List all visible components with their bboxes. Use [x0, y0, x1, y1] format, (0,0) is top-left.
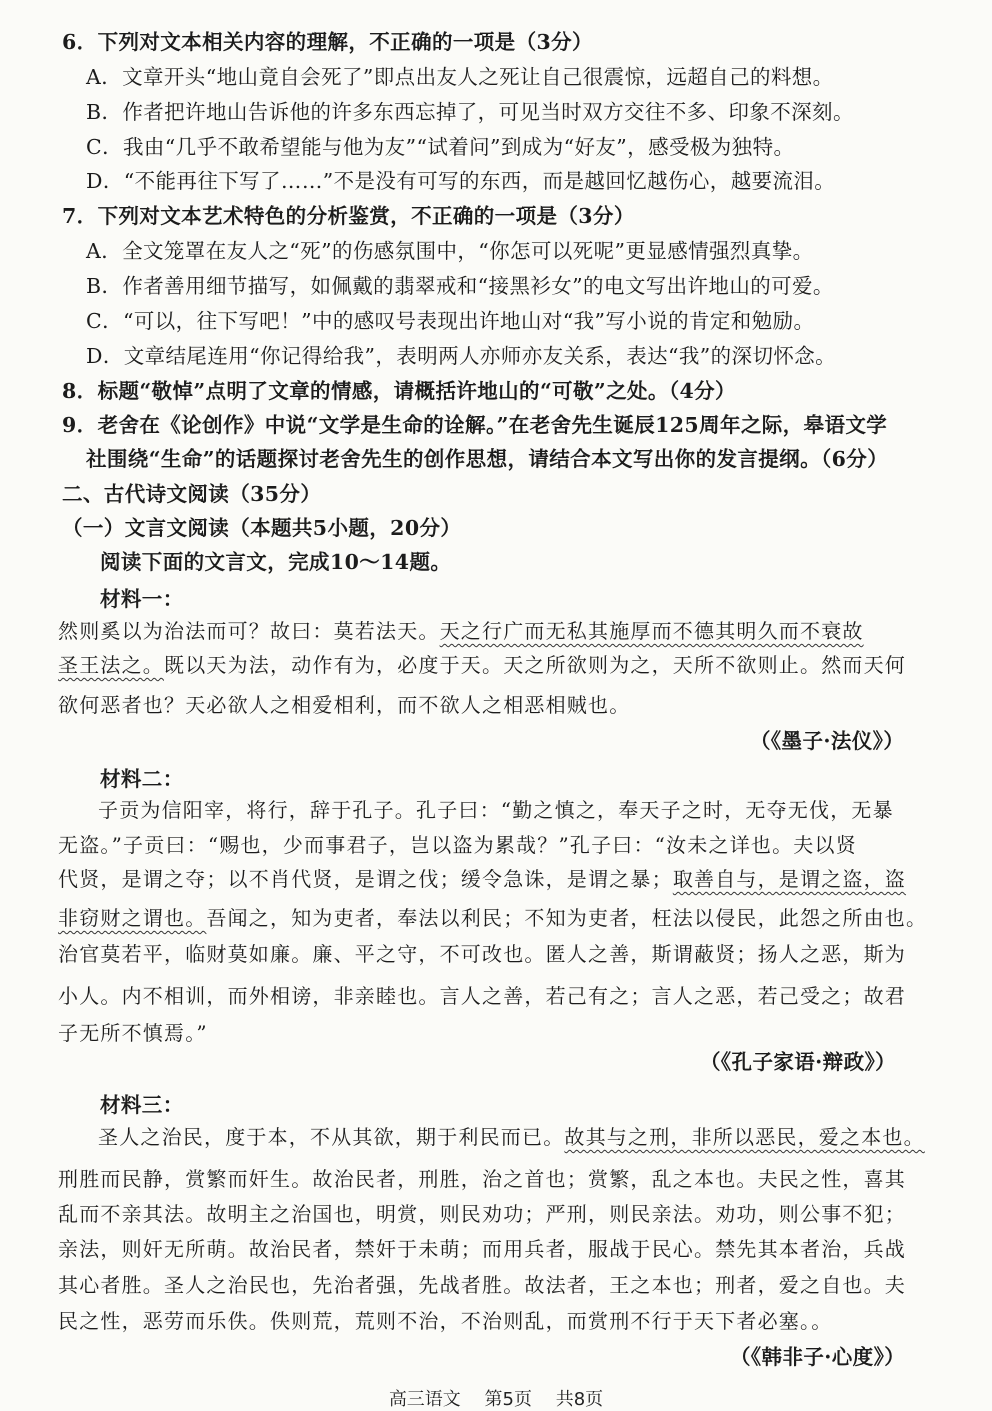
material-3-source: （《韩非子·心度》）	[730, 1345, 906, 1369]
material-1-line-3: 欲何恶者也？天必欲人之相爱相利，而不欲人之相恶相贼也。	[58, 693, 631, 717]
q6-option-a: A．文章开头“地山竟自会死了”即点出友人之死让自己很震惊，远超自己的料想。	[86, 65, 834, 89]
q8-stem: 8．标题“敬悼”点明了文章的情感，请概括许地山的“可敬”之处。（4分）	[62, 379, 736, 403]
q7-option-c: C．“可以，往下写吧！”中的感叹号表现出许地山对“我”写小说的肯定和勉励。	[86, 309, 815, 333]
q9-line-1: 9．老舍在《论创作》中说“文学是生命的诠解。”在老舍先生诞辰125周年之际，皋语文学	[62, 413, 888, 437]
q6-option-b: B．作者把许地山告诉他的许多东西忘掉了，可见当时双方交往不多、印象不深刻。	[86, 100, 854, 124]
material-3-line-2: 刑胜而民静，赏繁而奸生。故治民者，刑胜，治之首也；赏繁，乱之本也。夫民之性，喜其	[58, 1167, 906, 1191]
material-3-text: 圣人之治民，度于本，不从其欲，期于利民而已。	[98, 1125, 565, 1149]
q6-stem: 6．下列对文本相关内容的理解，不正确的一项是（3分）	[62, 30, 593, 54]
q7-option-a: A．全文笼罩在友人之“死”的伤感氛围中，“你怎可以死呢”更显感情强烈真挚。	[86, 239, 814, 263]
material-2-line-5: 治官莫若平，临财莫如廉。廉、平之守，不可改也。匿人之善，斯谓蔽贤；扬人之恶，斯为	[58, 942, 906, 966]
material-1-label: 材料一：	[100, 587, 184, 611]
underlined-sentence: 圣王法之。	[58, 653, 164, 677]
underlined-sentence: 非窃财之谓也。	[58, 906, 207, 930]
underlined-sentence: 天之行广而无私其施厚而不德其明久而不衰故	[439, 619, 864, 643]
material-3-line-6: 民之性，恶劳而乐佚。佚则荒，荒则不治，不治则乱，而赏刑不行于天下者必塞。。	[58, 1309, 833, 1333]
material-3-line-1	[98, 1124, 925, 1150]
material-3-line-4: 亲法，则奸无所萌。故治民者，禁奸于未萌；而用兵者，服战于民心。禁先其本者治，兵战	[58, 1237, 906, 1261]
page-footer: 高三语文 第5页 共8页	[388, 1389, 604, 1410]
material-2-line-2: 无盗。”子贡曰：“赐也，少而事君子，岂以盗为累哉？”孔子曰：“汝未之详也。夫以贤	[58, 833, 857, 857]
material-2-line-4	[58, 905, 927, 931]
q6-option-c: C．我由“几乎不敢希望能与他为友”“试着问”到成为“好友”，感受极为独特。	[86, 135, 795, 159]
material-2-label: 材料二：	[100, 767, 184, 791]
underlined-sentence: 取善自与，是谓之盗，盗	[672, 867, 907, 891]
material-2-source: （《孔子家语·辩政》）	[700, 1050, 897, 1074]
material-1-text: 然则奚以为治法而可？故曰：莫若法天。	[58, 619, 440, 643]
q7-option-d: D．文章结尾连用“你记得给我”，表明两人亦师亦友关系，表达“我”的深切怀念。	[86, 344, 837, 368]
material-2-line-1: 子贡为信阳宰，将行，辞于孔子。孔子曰：“勤之慎之，奉天子之时，无夺无伐，无暴	[98, 798, 894, 822]
material-1-source: （《墨子·法仪》）	[750, 729, 905, 753]
subsection-title: （一）文言文阅读（本题共5小题，20分）	[62, 516, 462, 540]
underlined-sentence: 故其与之刑，非所以恶民，爱之本也。	[564, 1125, 925, 1149]
q6-option-d: D．“不能再往下写了……”不是没有可写的东西，而是越回忆越伤心，越要流泪。	[86, 169, 836, 193]
q7-option-b: B．作者善用细节描写，如佩戴的翡翠戒和“接黑衫女”的电文写出许地山的可爱。	[86, 274, 834, 298]
material-1-line-2	[58, 652, 906, 678]
reading-instruction: 阅读下面的文言文，完成10～14题。	[100, 550, 452, 574]
q9-line-2: 社围绕“生命”的话题探讨老舍先生的创作思想，请结合本文写出你的发言提纲。（6分）	[86, 447, 889, 471]
q7-stem: 7．下列对文本艺术特色的分析鉴赏，不正确的一项是（3分）	[62, 204, 635, 228]
material-2-line-3	[58, 866, 906, 892]
material-2-text: 吾闻之，知为吏者，奉法以利民；不知为吏者，枉法以侵民，此怨之所由也。	[206, 906, 928, 930]
material-3-label: 材料三：	[100, 1093, 184, 1117]
material-1-line-1	[58, 618, 864, 644]
material-2-text: 代贤，是谓之夺；以不肖代贤，是谓之伐；缓令急诛，是谓之暴；	[58, 867, 673, 891]
material-1-text: 既以天为法，动作有为，必度于天。天之所欲则为之，天所不欲则止。然而天何	[164, 653, 906, 677]
section-title: 二、古代诗文阅读（35分）	[62, 482, 322, 506]
material-3-line-3: 乱而不亲其法。故明主之治国也，明赏，则民劝功；严刑，则民亲法。劝功，则公事不犯；	[58, 1202, 906, 1226]
material-3-line-5: 其心者胜。圣人之治民也，先治者强，先战者胜。故法者，王之本也；刑者，爱之自也。夫	[58, 1273, 906, 1297]
material-2-line-6: 小人。内不相训，而外相谤，非亲睦也。言人之善，若己有之；言人之恶，若己受之；故君	[58, 984, 906, 1008]
material-2-line-7: 子无所不慎焉。”	[58, 1021, 208, 1045]
